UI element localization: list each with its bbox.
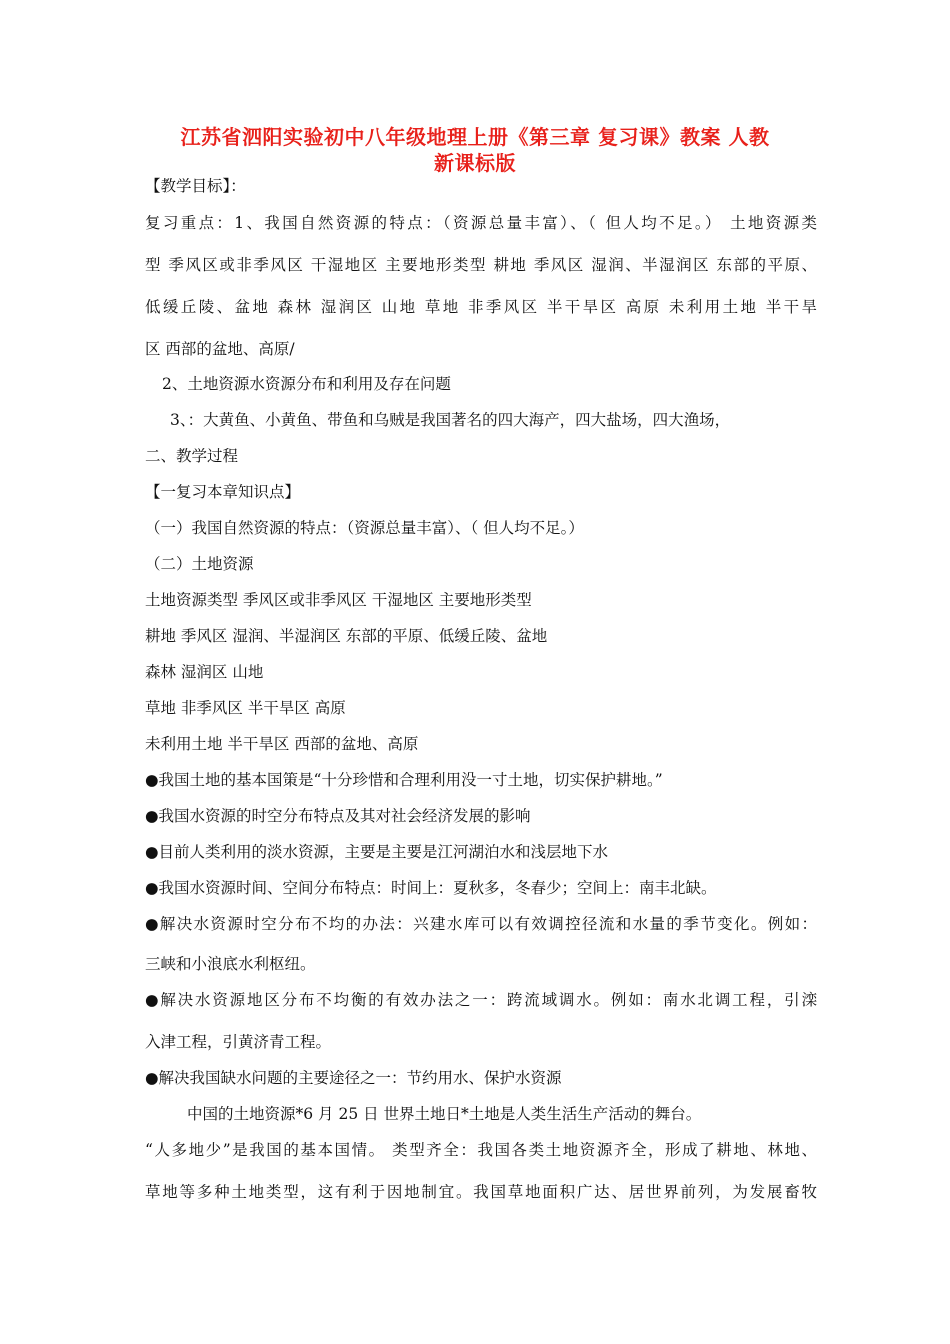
paragraph-line: 未利用土地 半干旱区 西部的盆地、高原: [145, 735, 419, 753]
paragraph-line: 中国的土地资源*6 月 25 日 世界土地日*土地是人类生活生产活动的舞台。: [187, 1105, 702, 1123]
subsection-heading-land: （二）土地资源: [145, 555, 254, 573]
paragraph-line: 2、土地资源水资源分布和利用及存在问题: [162, 375, 451, 393]
paragraph-line: 3、：大黄鱼、小黄鱼、带鱼和乌贼是我国著名的四大海产，四大盐场，四大渔场，: [170, 411, 731, 429]
section-heading-review: 【一复习本章知识点】: [145, 483, 301, 501]
document-title-line-2: 新课标版: [434, 151, 516, 175]
paragraph-line: （一）我国自然资源的特点：（资源总量丰富）、（ 但人均不足。）: [145, 519, 584, 537]
bullet-line: ●解决水资源时空分布不均的办法：兴建水库可以有效调控径流和水量的季节变化。例如：: [145, 915, 817, 933]
bullet-line: ●解决我国缺水问题的主要途径之一：节约用水、保护水资源: [145, 1069, 562, 1087]
bullet-line: ●我国土地的基本国策是“十分珍惜和合理利用没一寸土地，切实保护耕地。”: [145, 771, 663, 789]
paragraph-line: 入津工程，引黄济青工程。: [145, 1033, 332, 1051]
bullet-line: ●目前人类利用的淡水资源，主要是主要是江河湖泊水和浅层地下水: [145, 843, 609, 861]
bullet-line: ●我国水资源时间、空间分布特点：时间上：夏秋多，冬春少；空间上：南丰北缺。: [145, 879, 717, 897]
paragraph-line: “人多地少”是我国的基本国情。 类型齐全：我国各类土地资源齐全，形成了耕地、林地、: [145, 1141, 817, 1159]
document-title-line-1: 江苏省泗阳实验初中八年级地理上册《第三章 复习课》教案 人教: [180, 125, 770, 149]
section-heading-process: 二、教学过程: [145, 447, 239, 465]
paragraph-line: 土地资源类型 季风区或非季风区 干湿地区 主要地形类型: [145, 591, 532, 609]
bullet-line: ●解决水资源地区分布不均衡的有效办法之一：跨流域调水。例如：南水北调工程，引滦: [145, 991, 817, 1009]
paragraph-line: 低缓丘陵、盆地 森林 湿润区 山地 草地 非季风区 半干旱区 高原 未利用土地 半干旱: [145, 298, 817, 316]
paragraph-line: 复习重点：1、我国自然资源的特点：（资源总量丰富）、（ 但人均不足。） 土地资源类: [145, 214, 817, 232]
section-heading-objectives: 【教学目标】：: [145, 177, 246, 195]
paragraph-line: 三峡和小浪底水利枢纽。: [145, 955, 316, 973]
paragraph-line: 型 季风区或非季风区 干湿地区 主要地形类型 耕地 季风区 湿润、半湿润区 东部的平原、: [145, 256, 817, 274]
paragraph-line: 耕地 季风区 湿润、半湿润区 东部的平原、低缓丘陵、盆地: [145, 627, 548, 645]
paragraph-line: 森林 湿润区 山地: [145, 663, 264, 681]
paragraph-line: 区 西部的盆地、高原/: [145, 340, 295, 358]
bullet-line: ●我国水资源的时空分布特点及其对社会经济发展的影响: [145, 807, 531, 825]
paragraph-line: 草地 非季风区 半干旱区 高原: [145, 699, 346, 717]
paragraph-line: 草地等多种土地类型，这有利于因地制宜。我国草地面积广达、居世界前列，为发展畜牧: [145, 1183, 817, 1201]
